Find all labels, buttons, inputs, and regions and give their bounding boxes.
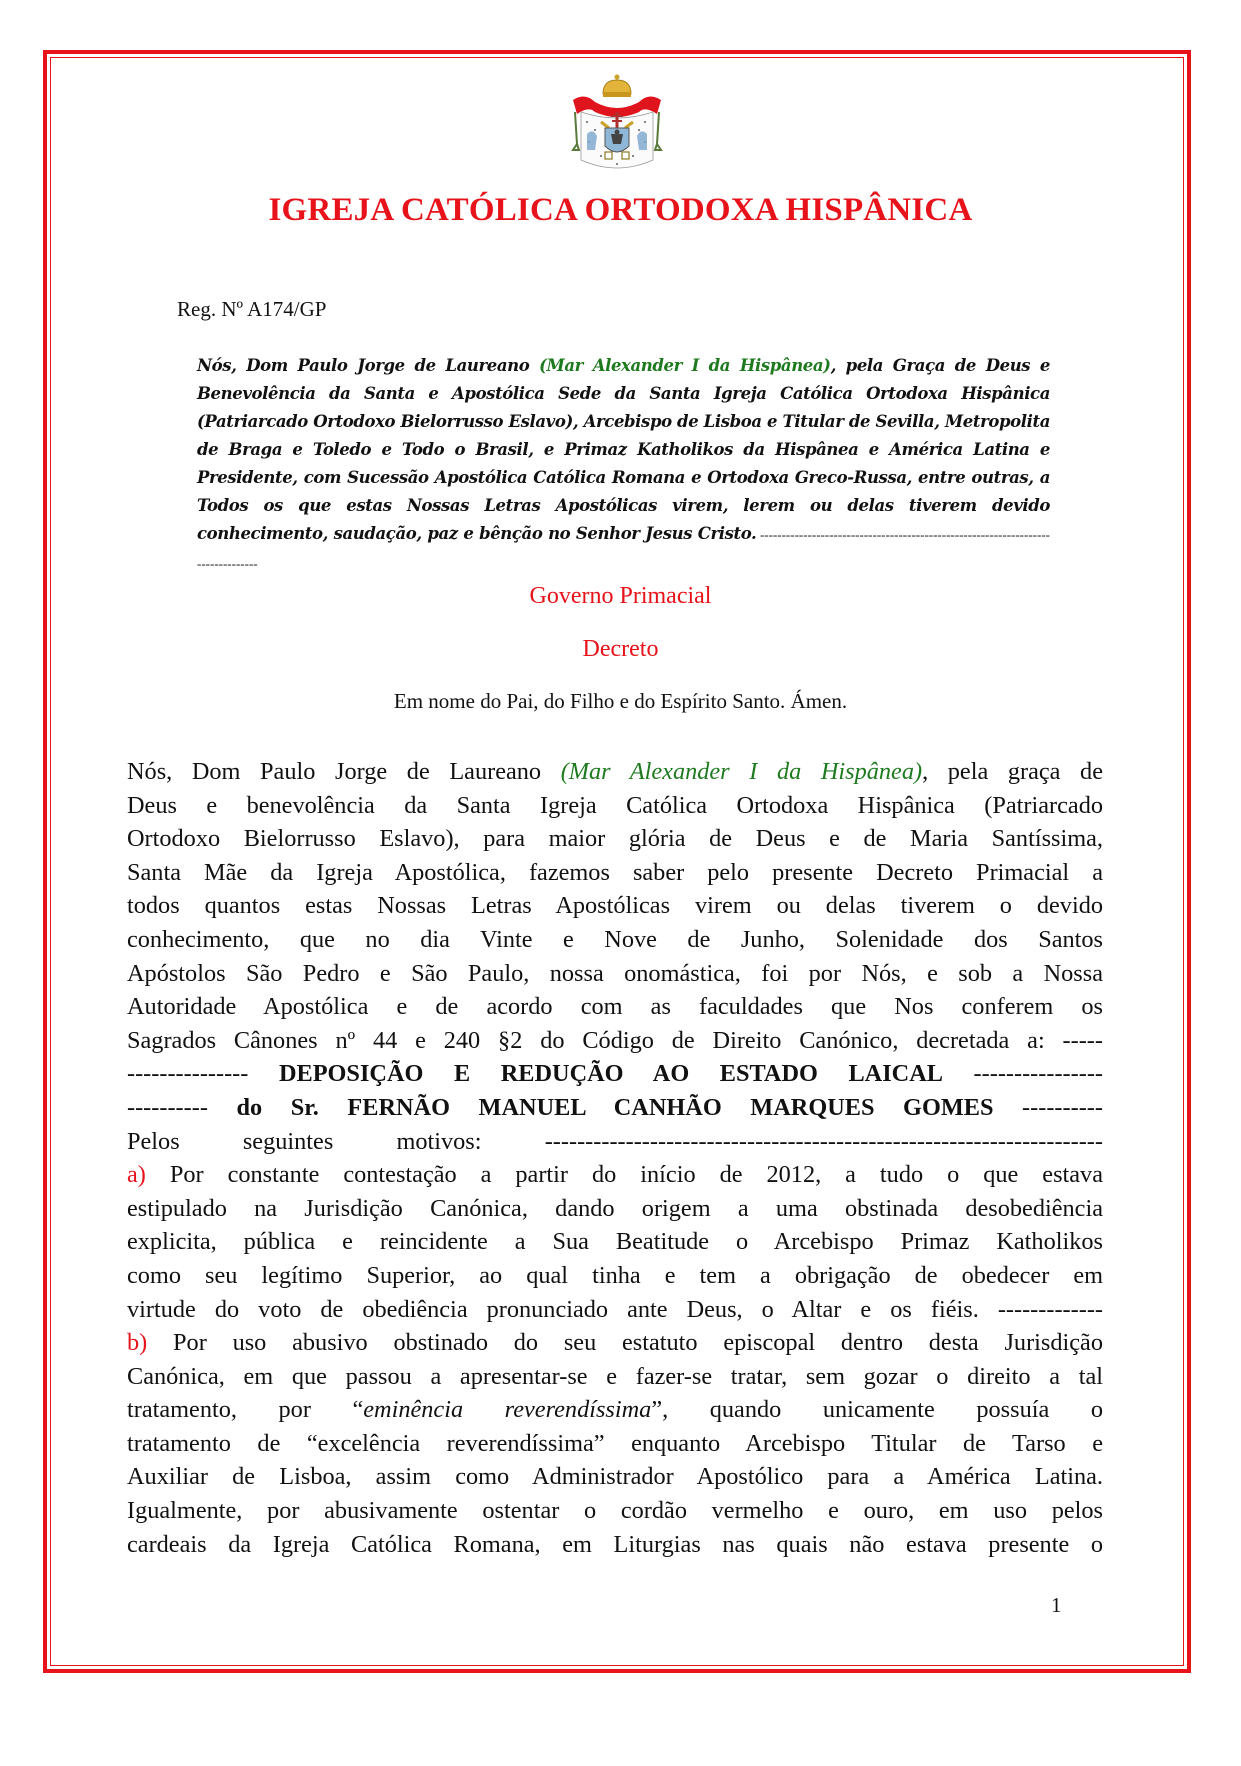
dash-fill: ----------------	[942, 1060, 1103, 1088]
dash-fill: ----------	[127, 1093, 237, 1121]
reason-a-label: a)	[127, 1161, 146, 1189]
body-line: Deus e benevolência da Santa Igreja Católica Ortodoxa Hispânica (Patriarcado	[127, 791, 1103, 819]
body-text: ”, quando unicamente possuía o	[651, 1396, 1103, 1424]
intro-title-green: (Mar Alexander I da Hispânea)	[539, 356, 831, 375]
intro-salutation	[197, 352, 1050, 578]
coat-of-arms-icon	[565, 72, 669, 176]
body-line: Apóstolos São Pedro e São Paulo, nossa onomástica, foi por Nós, e sob a Nossa	[127, 959, 1103, 987]
italic-phrase: eminência reverendíssima	[363, 1396, 652, 1424]
reason-a-line	[127, 1158, 1103, 1192]
body-line: Igualmente, por abusivamente ostentar o cordão vermelho e ouro, em uso pelos	[127, 1497, 1103, 1525]
dash-fill: ---------------	[127, 1060, 279, 1088]
document-title: IGREJA CATÓLICA ORTODOXA HISPÂNICA	[268, 192, 973, 228]
body-line: explicita, pública e reincidente a Sua Beatitude o Arcebispo Primaz Katholikos	[127, 1228, 1103, 1256]
decree-subject: do Sr. FERNÃO MANUEL CANHÃO MARQUES GOMES	[236, 1093, 994, 1121]
body-line: tratamento de “excelência reverendíssima” enquanto Arcebispo Titular de Tarso e	[127, 1429, 1103, 1457]
body-line: Autoridade Apostólica e de acordo com as faculdades que Nos conferem os	[127, 993, 1103, 1021]
body-line: cardeais da Igreja Católica Romana, em Liturgias nas quais não estava presente o	[127, 1530, 1103, 1558]
body-text: , pela graça de	[922, 758, 1103, 785]
body-line: estipulado na Jurisdição Canónica, dando origem a uma obstinada desobediência	[127, 1194, 1103, 1222]
body-line: todos quantos estas Nossas Letras Apostólicas virem ou delas tiverem o devido	[127, 892, 1103, 920]
body-line: Santa Mãe da Igreja Apostólica, fazemos saber pelo presente Decreto Primacial a	[127, 858, 1103, 886]
section-title: Governo Primacial	[529, 583, 712, 609]
intro-dashes: ---------------------------------------------------------------------------------	[197, 527, 1050, 571]
body-line	[127, 755, 1103, 789]
decree-subject-line	[127, 1091, 1103, 1125]
body-line: Canónica, em que passou a apresentar-se e fazer-se tratar, sem gozar o direito a tal	[127, 1362, 1103, 1390]
decree-heading: DEPOSIÇÃO E REDUÇÃO AO ESTADO LAICAL	[278, 1060, 943, 1088]
body-line: Sagrados Cânones nº 44 e 240 §2 do Código de Direito Canónico, decretada a: -----	[127, 1026, 1103, 1054]
body-line: virtude do voto de obediência pronunciado ante Deus, o Altar e os fiéis. -------------	[127, 1295, 1103, 1323]
body-text: Por uso abusivo obstinado do seu estatuto episcopal dentro desta Jurisdição	[147, 1329, 1103, 1357]
body-line: Ortodoxo Bielorrusso Eslavo), para maior glória de Deus e de Maria Santíssima,	[127, 825, 1103, 853]
green-title: (Mar Alexander I da Hispânea)	[560, 758, 923, 785]
decree-heading-line	[127, 1057, 1103, 1091]
reason-b-label: b)	[127, 1329, 148, 1357]
dash-fill: ----------	[993, 1093, 1103, 1121]
invocation: Em nome do Pai, do Filho e do Espírito Santo. Ámen.	[393, 689, 848, 713]
reason-b-line	[127, 1326, 1103, 1360]
body-line: como seu legítimo Superior, ao qual tinha e tem a obrigação de obedecer em	[127, 1261, 1103, 1289]
decree-label: Decreto	[582, 636, 659, 662]
body-line: Pelos seguintes motivos: ---------------------------------------------------------------------	[127, 1127, 1103, 1155]
intro-text-start: Nós, Dom Paulo Jorge de Laureano	[197, 356, 540, 375]
intro-text-rest: , pela Graça de Deus e Benevolência da Santa e Apostólica Sede da Santa Igreja Católica Ortodoxa Hispânica (Patriarcado Ortodoxo Bielorrusso Eslavo), Arcebispo de Lisboa e Titular de Sevilla, Metropolita de Braga e Toledo e Todo o Brasil, e Primaz Katholikos da Hispânea e América Latina e Presidente, com Sucessão Apostólica Católica Romana e Ortodoxa Greco-Russa, entre outras, a Todos os que estas Nossas Letras Apostólicas virem, lerem ou delas tiverem devido conhecimento, saudação, paz e bênção no Senhor Jesus Cristo.	[197, 356, 1051, 543]
page-number: 1	[1051, 1593, 1062, 1617]
body-text: Nós, Dom Paulo Jorge de Laureano	[127, 758, 561, 785]
body-line	[127, 1393, 1103, 1427]
body-line: Auxiliar de Lisboa, assim como Administrador Apostólico para a América Latina.	[127, 1463, 1103, 1491]
body-text: Por constante contestação a partir do início de 2012, a tudo o que estava	[145, 1161, 1103, 1189]
decree-body	[127, 755, 1103, 1561]
body-line: conhecimento, que no dia Vinte e Nove de Junho, Solenidade dos Santos	[127, 925, 1103, 953]
body-text: tratamento, por “	[127, 1396, 364, 1424]
registration-number: Reg. Nº A174/GP	[177, 297, 327, 321]
